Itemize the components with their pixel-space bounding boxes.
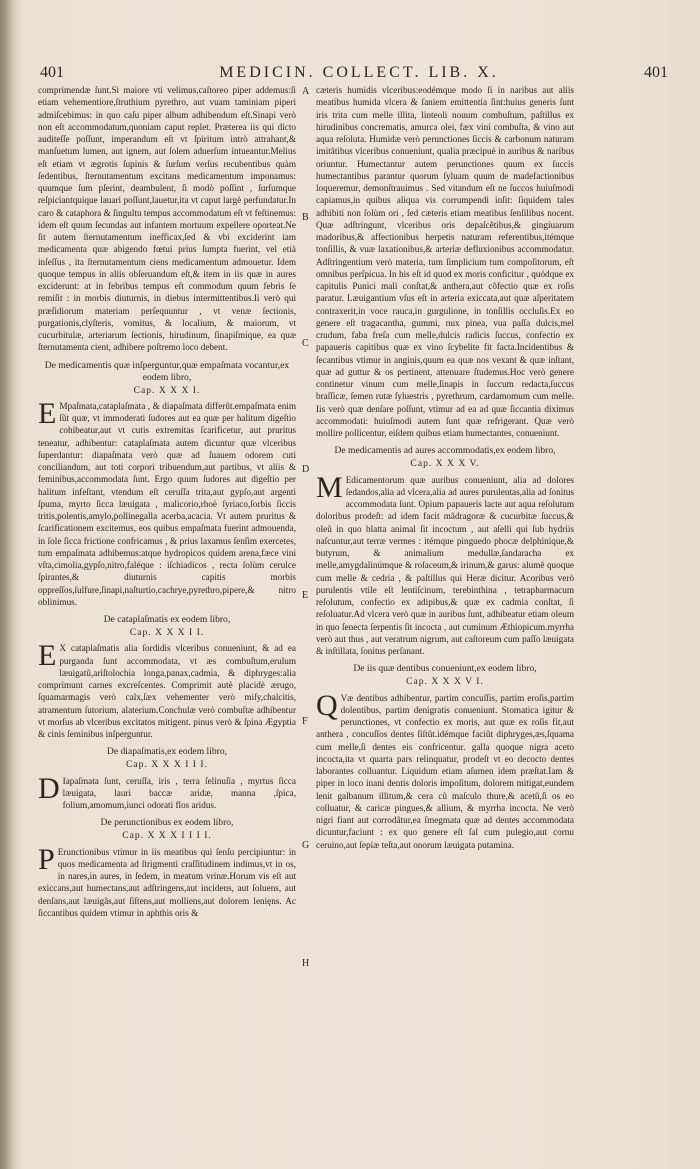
margin-letter-c: C [302,338,309,349]
section-text: Edicamentorum quæ auribus conueniunt, alia ad dolores ſedandos,alia ad vlcera,alia ad aures purulentas,alia ad ſonitus accommodata ſunt. Opium papaueris lacte aut aqua reſolutum doloribus prodeſt: ad idem facit mãdragoræ & cucurbitæ ſuccus,& oleũ in quo blatta animal ſit incoctum , aut aſelli qui ſub hydriis naſcuntur,aut terræ vermes : itémque pinguedo phocæ delphinique,& butyrum, & animalium medullæ,ſandaracha ex melle,amygdalinúmque & roſaceum,& irinum,& garus: alumẽ quoque cum melle & cedria , & paſtillus qui Heræ dicitur. Acoribus verò purulentis vtile eſt lentiſcinum, terebinthina , tetrapharmacum reſolutum, confectio ex adipibus,& quæ ex cadmia conſtat, ſi reſoluatur.Ad vlcera verò quæ in auribus ſunt, adhibeatur etiam oleum in quo ſenecta ſerpentis ſit incocta , aut cuminum Æthiopicum.myrrha verò aut thus , aut veratrum nigrum, aut caſtoreum cum paſſo læuigata & inſtillata, ſonitus perſanant. [316,474,574,656]
section-text: Væ dentibus adhibentur, partim concuſſis, partim eroſis,partim dolentibus, partim denigratis conueniunt. Stomatica igitur & perunctiones, vt confectio ex moris, aut quæ ex roſis fit,aut anthera , concuſſos dentes ſiſtũt.idémque faciũt diphryges,æs,ſquama cum melle,ſi dentes eis confricentur. galla quoque nigra aceto incocta,ita vt quarta pars relinquatur, prodeſt vt eo decocto dentes laborantes colluantur. Liquidum etiam aſumen idem præſtat.Iam & piper in loco inani dentis doloris impoſitum, dolorem mitigat,eundem lenit galbanum illitum,& cera cũ maſculo thure,& acetũ,ſi os eo colluatur, & caricæ pingues,& allium, & myrrha incocta. Ne verò nigri fiant aut corrodãtur,ea ſmegmata quæ ad dentes accommodata dicuntur,faciunt : ex quo genere eſt ſal cum pulegio,aut cornu ceruino,aut ſepiæ teſta,aut onorum læuigata putamina. [316,692,574,850]
section-title: De diapaſmatis,ex eodem libro, [106,746,228,758]
drop-cap: E [38,639,57,673]
margin-letter-a: A [302,86,310,97]
margin-letter-f: F [302,716,308,727]
running-title: MEDICIN. COLLECT. LIB. X. [219,64,499,81]
chapter-number: Cap. X X X V I. [406,676,484,688]
margin-letter-b: B [302,212,309,223]
section-text: X cataplaſmatis alia ſordidis vlceribus conueniunt, & ad ea purganda ſunt accommodata, vt æs combuſtum,erulum læuigatũ,ariſtolochia longa,panax,cadmia, & diphryges:alia comprimunt carnes excreſcentes. Comprimit autè placidè ærugo, ſquamarmagis verò calx,ſæx vehementer verò miſy,chalcitis, atramentum ſutorium, alaterium.Conchulæ verò combuſtæ adhibentur vt morſus ab vlceribus excitatos mitigent. pinus verò & ſpina Ægyptia & cinis ſeminibus inſperguntur. [38,643,296,739]
page-number-left: 401 [40,64,64,81]
section-paragraph [38,842,296,920]
section-paragraph [38,396,296,608]
chapter-number: Cap. X X X I I I. [125,759,208,771]
margin-letter-e: E [302,590,309,601]
chapter-number: Cap. X X X I. [133,384,201,396]
margin-letter-d: D [302,464,310,475]
section-text: Erunctionibus vtimur in iis meatibus qui ſenſu percipiuntur: in quos medicamenta ad ſtrigmenti craſſitudinem indimus,vt in os, in nares,in aures, in ſedem, in meatum vrinæ.Horum vis eſt aut exiccans,aut humectans,aut adſtringens,aut incidens, aut ſoluens, aut denſans,aut læuigãs,aut ſiſtens,aut molliens,aut dolorem lenięns. Ac ſiccantibus quidem vtimur in aphthis oris & [38,846,296,918]
left-column [38,84,296,920]
right-opening-paragraph: cæteris humidis vlceribus:eodémque modo ſi in naribus aut aliis meatibus humida vlcera & ſaniem emittentia ſint:huius generis ſunt iris trita cum melle illita, linteoli nouum combuſtum, paſtillus ex hirudinibus concrematis, amurca olei, fæx vini combuſta, & vino aut aqua reſoluta. Humidæ verò perunctiones ſiccis & carbonum naturam imitãtibus vlceribus conueniunt, qualia præcipuè in auribus & naribus oriuntur. Humectantur autem perunctiones quum ex ſuccis humectantibus parantur quorum ſyluam quum de madefactionibus loqueremur, demonſtrauimus . Sed vitandum eſt ne ſuccos huiuſmodi capiamus,in quibus aliqua vis corrumpendi inſit: ſiquidem tales adhibiti non ſolùm ori , ſed cæteris etiam meatibus ſenſilibus nocent. Quæ adſtringunt, vlceribus oris depaſcẽtibus,& gingiuarum madoribus,& affectionibus herpetis naturam referentibus,itémque tonſillis, & vuæ laxationibus,& arteriæ defluxionibus accommodatur. Adſtringentium verò materia, tum ſimplicium tum compoſitorum, eſt omnibus perſpicua. In his eſt id quod ex moris conficitur , quódque ex capitulis Punici mali conſtat,& anthera,aut cõfectio quæ ex roſis paratur. Læuigantium vſus eſt in arteria exiccata,aut quæ aſperitatem contraxerit,in voce rauca,in gurgulione, in tonſillis occluſis.Ex eo genere eſt tragacantha, gummi, nux pinea, vua paſſa dulcis,mel crudum, faba freſa cum melle,dulcis radicis ſuccus, confectio ex papaueris capitibus quæ ex vino ſcybelite fit facta.Incidentibus & ſecantibus vtimur in anginis,quum ea quæ nos vexant & quæ inſtant, quæ ad guttur & os pertinent, attenuare ſtudemus.Hoc verò genere continetur vinum cum melle,ſinapis in ſuccum redacta,ſuccus braſſicæ, ſemen rutæ ſyluestris , pyrethrum, cardamomum cum melle. Iis verò quæ denſare poſſunt, vtimur ad ea ad quæ ſiccantia diximus accommodati: huiuſmodi autem ſunt quæ refrigerant. Quæ verò mollire pollicentur, eiſdem quibus etiam humectantes, conueniunt. [316,85,574,438]
drop-cap: Q [316,688,338,722]
section-text: Iapaſmata ſunt, ceruſſa, iris , terra ſelinuſia , myrtus ſicca læuigata, lauri baccæ aridæ, manna ,ſpica, folium,amomum,iunci odorati flos aridus. [62,775,296,810]
right-column [316,84,574,852]
drop-cap: M [316,470,343,504]
chapter-number: Cap. X X X I I. [129,627,205,638]
section-paragraph [38,639,296,740]
section-paragraph [316,688,574,851]
section-title: De medicamentis ad aures accommodatis,ex eodem libro, [334,445,556,457]
section-title: De perunctionibus ex eodem libro, [100,817,234,829]
section-title: De iis quæ dentibus conueniunt,ex eodem libro, [353,663,537,675]
section-paragraph [38,771,296,812]
drop-cap: P [38,842,55,876]
drop-cap: E [38,396,57,430]
drop-cap: D [38,771,60,805]
binding-shadow [0,0,14,1169]
left-opening-paragraph: comprimendæ ſunt.Si maiore vti velimus,caſtoreo piper addemus:ſi etiam vehementiore,ſtruthium pyrethro, aut vuam taminiam piperi admiſcebimus: in quo caſu piper album adhibendum eſt.Sinapi verò non eſt accommodatum,quoniam caput replet. Præterea iis qui dicto auditeſſe poſſunt, imperandum eſt vt ſpiritum intrò attrahant,& manſuetum lumen, aut ignem, aut ſolem aduerſum intueantur.Melius eſt etiam vt ægrotis ſupinis & ſurſum verſus recubentibus quàm ſedentibus, ſternutamentum excitans medicamentum imponamus: quumque ſum pſerint, deambulent, ſi modò poſſint , ſurſumque reſpiciantquique lauari poſſunt,lauetur,ita vt caput largè perfundatur.In caro & cataphora & ſingultu tempus accommodatum eſt vt feſtinemus: idem eſt quum ſecundas aut infantem mortuum expellere oporteat.Ne ſit autem ſternutamentum inefficax,ſed & vbi exciderint iam medicamenta quæ abigendo fœtui prius ſumpta fuerint, vel etià inſeſſus , ita ſternutamentum ciens medicamentum admouetur. Idem quoque tempus in aliis obſeruandum eſt,& item in iis quæ in aures exciderunt: at in febribus tempus eſt commodum quum febris ſe remiſit : in morbis diuturnis, in diebus intermittentibus.Ii verò qui præſidiorum materiam perſequuntur , vt venæ ſectionis, purgationis,clyſteris, vomitus, & localium, & maiorum, vt cucurbitulæ, arteriarum ſectionis, hirudinum, ſinapiſmique, ea quæ ſternutamenta cient, adhibere poſtremo loco debent. [38,85,296,353]
margin-letter-h: H [302,958,310,969]
section-text: Mpaſmata,cataplaſmata , & diapaſmata differũt.empaſmata enim ſũt quæ, vt immoderati ſudores aut ea quæ per halitum digeſtio cohibeatur,aut vt cutis extremitas ſcarificetur, aut pruritus teneatur, adhibentur: cataplaſmata autem dicuntur quæ vlceribus ſuperdantur: diapaſmata verò quæ ad ſuauem odorem cuti conciliandum, aut toti corpori tribuendum,aut partibus, vt aliis & feminibus,accommodata ſunt. Ergo quum ſudores aut digeſtio per halitum infeſtant, vtendum eſt ceruſſa trita,aut gypſo,aut argenti ſpuma, myrto ſicca læuigata , malicorio,rhoë ſyriaco,ſorbis ſiccis tritis,polentis,amylo,pollinegalla acerba,acacia. Vt autem pruritus & ſcarificationem excitemus, eos quibus empaſmata fuerint admouenda, in ſole ſicca frictione confricamus , & prius laxamus ſenſim exercetes, tum empaſmata adhibemus:atque hydropicos quidem arena,fæce vini vſta,cimolia,gypſo,nitro,faléque : iſchiadicos , recta ſolùm cerulce ſpirantes,& diuturnis capitis morbis oppreſſos,ſulfure,ſinapi,naſturtio,cachrye,pyrethro,pipere,& nitro oblinimus. [38,400,296,607]
section-paragraph [316,470,574,658]
margin-letter-g: G [302,840,310,851]
section-title: De medicamentis quæ inſperguntur,quæ empaſmata vocantur,ex eodem libro, [44,359,290,383]
chapter-number: Cap. X X X I I I I. [122,830,212,842]
chapter-number: Cap. X X X V. [410,458,480,470]
section-title: De cataplaſmatis ex eodem libro, [103,614,231,625]
page-number-right: 401 [644,64,668,81]
